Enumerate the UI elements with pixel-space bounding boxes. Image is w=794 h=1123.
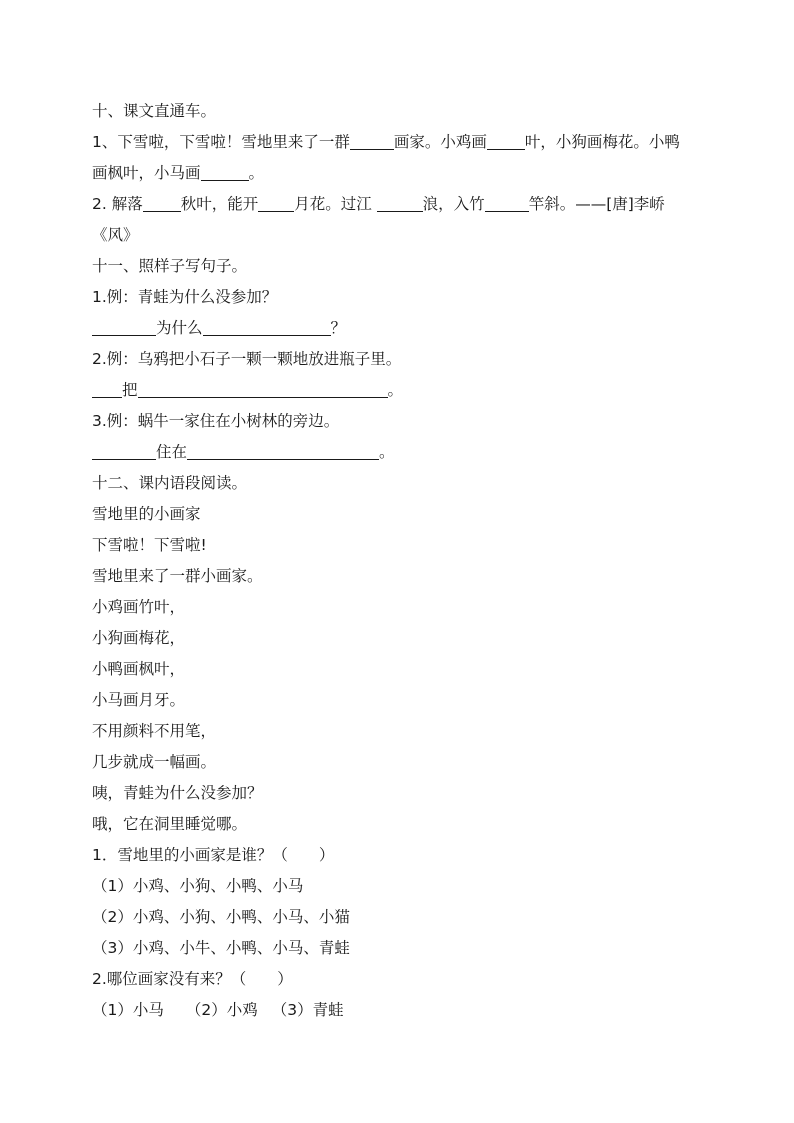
sec11-answer-2-mid: 把 <box>122 381 138 399</box>
poem-line: 哦，它在洞里睡觉哪。 <box>92 815 248 833</box>
sec11-example-2: 2.例：乌鸦把小石子一颗一颗地放进瓶子里。 <box>92 350 402 368</box>
fill-blank[interactable] <box>350 132 394 150</box>
sec12-q2-options <box>92 995 704 1026</box>
sec10-q2-line1 <box>92 189 704 220</box>
section-11-title: 十一、照样子写句子。 <box>92 257 248 275</box>
poem-line: 雪地里来了一群小画家。 <box>92 567 263 585</box>
sec10-q2-text-a: 2. 解落 <box>92 195 143 213</box>
sec10-q1-text-d: 画枫叶，小马画 <box>92 164 201 182</box>
poem-line: 小鸭画枫叶， <box>92 660 186 678</box>
fill-blank[interactable] <box>92 442 156 460</box>
sec11-answer-1 <box>92 313 704 344</box>
sec12-question-1: 1．雪地里的小画家是谁？（ ） <box>92 846 335 864</box>
poem-line: 下雪啦！下雪啦! <box>92 536 207 554</box>
sec11-answer-1-mid: 为什么 <box>156 319 203 337</box>
poem-line: 咦，青蛙为什么没参加？ <box>92 784 263 802</box>
sec12-q1-option-3[interactable]: （3）小鸡、小牛、小鸭、小马、青蛙 <box>92 939 350 957</box>
worksheet-page <box>92 96 704 1026</box>
sec11-answer-3-end: 。 <box>379 443 395 461</box>
sec10-q1-text-c: 叶，小狗画梅花。小鸭 <box>524 133 680 151</box>
sec10-q1-line2 <box>92 158 704 189</box>
sec11-answer-1-end: ？ <box>330 319 347 337</box>
poem-line: 几步就成一幅画。 <box>92 753 217 771</box>
section-12-title: 十二、课内语段阅读。 <box>92 474 248 492</box>
sec10-q2-text-d: 浪，入竹 <box>422 195 485 213</box>
sec12-question-2: 2.哪位画家没有来？（ ） <box>92 970 293 988</box>
sec10-q1-text-e: 。 <box>248 164 265 182</box>
sec10-q2-line2: 《风》 <box>92 226 139 244</box>
fill-blank[interactable] <box>377 194 423 212</box>
poem-title: 雪地里的小画家 <box>92 505 201 523</box>
fill-blank[interactable] <box>203 318 331 336</box>
fill-blank[interactable] <box>143 194 181 212</box>
poem-line: 小马画月牙。 <box>92 691 186 709</box>
fill-blank[interactable] <box>485 194 529 212</box>
section-10-title: 十、课文直通车。 <box>92 102 217 120</box>
sec12-q2-option-1[interactable]: （1）小马 <box>92 1001 164 1019</box>
sec10-q2-text-b: 秋叶，能开 <box>180 195 259 213</box>
poem-line: 小狗画梅花， <box>92 629 186 647</box>
fill-blank[interactable] <box>258 194 294 212</box>
fill-blank[interactable] <box>92 318 156 336</box>
sec12-q1-option-1[interactable]: （1）小鸡、小狗、小鸭、小马 <box>92 877 304 895</box>
fill-blank[interactable] <box>138 380 388 398</box>
sec10-q2-text-e: 竿斜。——[唐]李峤 <box>528 195 665 213</box>
sec10-q1-text-b: 画家。小鸡画 <box>393 133 487 151</box>
sec12-q2-option-3[interactable]: （3）青蛙 <box>271 1001 344 1019</box>
sec11-example-1: 1.例：青蛙为什么没参加？ <box>92 288 278 306</box>
sec11-answer-3-mid: 住在 <box>156 443 188 461</box>
sec12-q2-option-2[interactable]: （2）小鸡 <box>185 1001 258 1019</box>
fill-blank[interactable] <box>487 132 525 150</box>
sec11-answer-2-end: 。 <box>387 381 404 399</box>
fill-blank[interactable] <box>187 442 379 460</box>
sec12-q1-option-2[interactable]: （2）小鸡、小狗、小鸭、小马、小猫 <box>92 908 350 926</box>
sec10-q1-line1 <box>92 127 704 158</box>
sec10-q2-text-c: 月花。过江 <box>294 195 377 213</box>
sec11-answer-3 <box>92 437 704 468</box>
fill-blank[interactable] <box>201 163 249 181</box>
sec10-q1-text-a: 1、下雪啦，下雪啦！雪地里来了一群 <box>92 133 350 151</box>
poem-line: 小鸡画竹叶， <box>92 598 186 616</box>
sec11-answer-2 <box>92 375 704 406</box>
poem-line: 不用颜料不用笔， <box>92 722 217 740</box>
fill-blank[interactable] <box>92 380 122 398</box>
sec11-example-3: 3.例：蜗牛一家住在小树林的旁边。 <box>92 412 340 430</box>
